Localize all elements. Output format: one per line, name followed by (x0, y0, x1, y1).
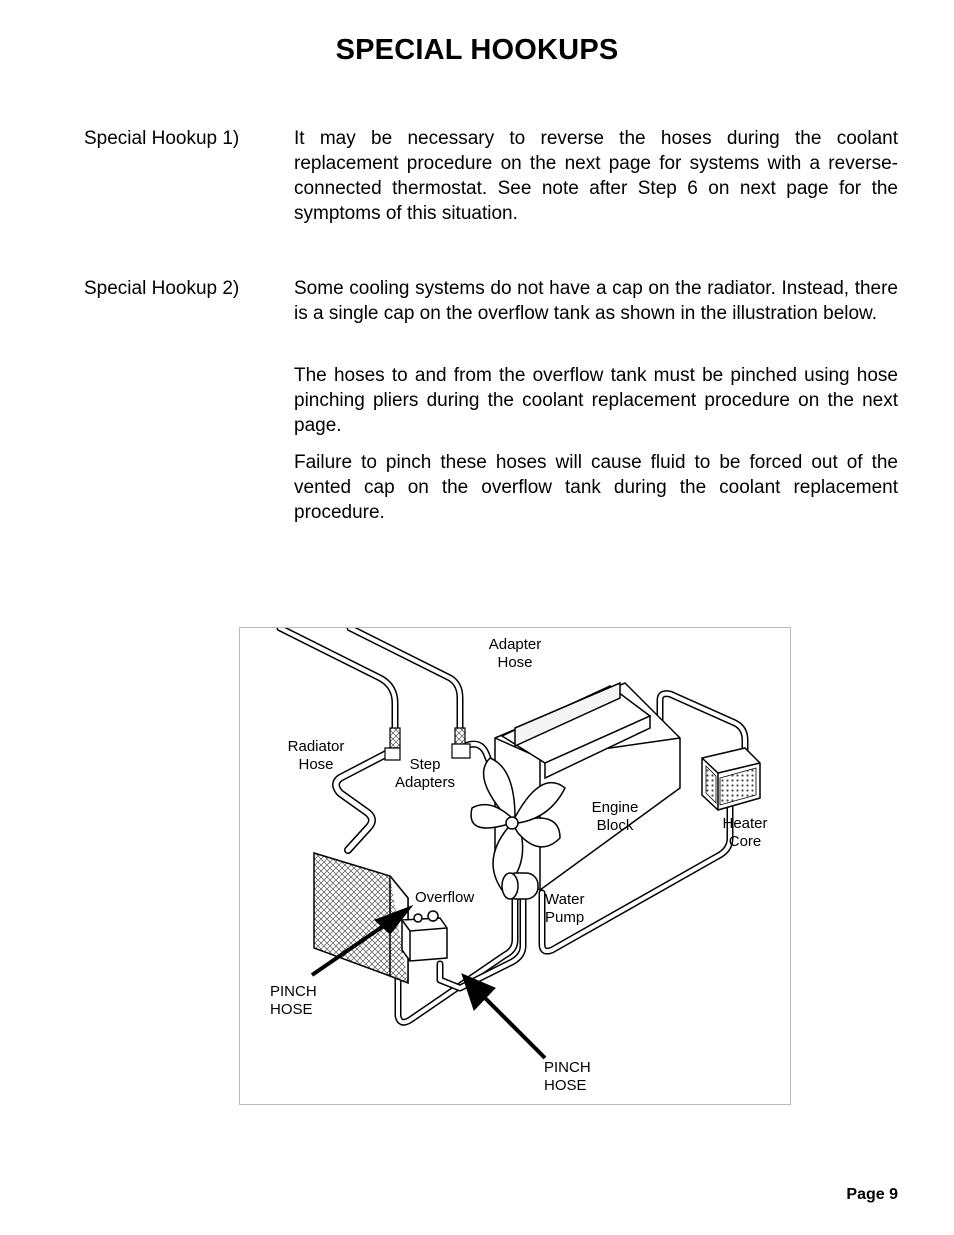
hookup-1-text: It may be necessary to reverse the hoses during the coolant replacement procedure on the next page for systems with a reverse-connected thermostat. See note after Step 6 on next page for the symptoms of this situation. (294, 128, 898, 224)
cooling-system-illustration (239, 627, 791, 1105)
radiator-hose-label-line1: Radiator (287, 738, 345, 755)
engine-block-label (580, 799, 650, 835)
upper-hose-right-outline (350, 628, 460, 743)
pinch-arrow-bottom (477, 990, 545, 1058)
adapter-hose-label-line1: Adapter (488, 636, 542, 653)
radiator-hose-label (280, 738, 352, 774)
pinch-hose-bottom-label (544, 1059, 591, 1095)
overflow-hose-outline (440, 898, 523, 988)
step-adapters-label-line2: Adapters (394, 774, 456, 791)
adapter-hose-label (480, 636, 550, 672)
hookup-2-paragraph-1: Some cooling systems do not have a cap on the radiator. Instead, there is a single cap on the overflow tank as shown in the illustration below. (294, 278, 898, 324)
water-pump-label (545, 891, 584, 927)
step-adapter-left-icon (390, 728, 400, 748)
water-pump-icon (502, 873, 538, 899)
pinch-hose-left-label-line1: PINCH (270, 983, 317, 1000)
overflow-label: Overflow (415, 889, 475, 906)
step-adapters-label (390, 756, 460, 792)
water-pump-label-line1: Water (545, 891, 585, 908)
pinch-hose-left-label-line2: HOSE (270, 1001, 313, 1018)
upper-hose-right (350, 628, 460, 743)
hookup-2-paragraph-3: Failure to pinch these hoses will cause fluid to be forced out of the vented cap on the overflow tank during the coolant replacement procedure. (294, 452, 898, 523)
heater-core-icon (702, 748, 760, 810)
hookup-2-label: Special Hookup 2) (84, 278, 240, 299)
water-pump-label-line2: Pump (545, 909, 585, 926)
adapter-hose-label-line2: Hose (497, 654, 533, 671)
heater-core-label-line2: Core (728, 833, 762, 850)
cooling-system-drawing (240, 628, 790, 1104)
heater-core-label-line1: Heater (722, 815, 768, 832)
hookup-1-label: Special Hookup 1) (84, 128, 240, 149)
engine-block-icon (495, 683, 680, 890)
step-adapters-label-line1: Step (409, 756, 441, 773)
hookup-2-paragraph-2: The hoses to and from the overflow tank must be pinched using hose pinching pliers during the coolant replacement procedure on the next page. (294, 365, 898, 436)
pinch-hose-left-label (270, 983, 317, 1019)
heater-core-label (712, 815, 778, 851)
radiator-hose-label-line2: Hose (298, 756, 334, 773)
step-adapter-right-icon (455, 728, 465, 746)
engine-block-label-line2: Block (596, 817, 634, 834)
engine-block-label-line1: Engine (591, 799, 639, 816)
page-title: SPECIAL HOOKUPS (335, 34, 619, 66)
pinch-hose-bottom-label-line1: PINCH (544, 1059, 591, 1076)
pinch-hose-bottom-label-line2: HOSE (544, 1077, 587, 1094)
page-number: Page 9 (846, 1186, 898, 1203)
